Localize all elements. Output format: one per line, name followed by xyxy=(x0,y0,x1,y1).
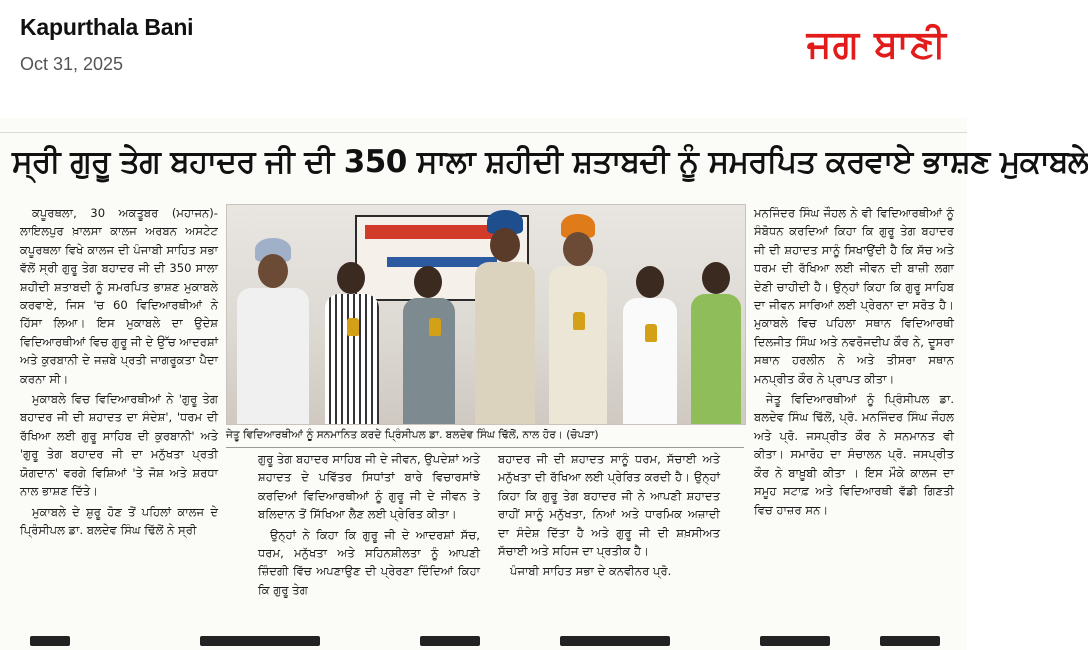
cropped-previous-article xyxy=(0,118,967,133)
newspaper-logo: ਜਗ ਬਾਣੀ xyxy=(806,22,947,66)
person-figure xyxy=(233,224,313,424)
photo-caption: ਜੇਤੂ ਵਿਦਿਆਰਥੀਆਂ ਨੂੰ ਸਨਮਾਨਿਤ ਕਰਦੇ ਪ੍ਰਿੰਸੀਪਲ ਡਾ. ਬਲਦੇਵ ਸਿੰਘ ਢਿੱਲੋਂ, ਨਾਲ ਹੋਰ। (ਚੋਪੜਾ) xyxy=(226,429,599,441)
article-column-1 xyxy=(20,204,218,539)
post-date: Oct 31, 2025 xyxy=(20,54,124,74)
article-column-3 xyxy=(498,450,720,581)
paragraph: ਜੇਤੂ ਵਿਦਿਆਰਥੀਆਂ ਨੂੰ ਪ੍ਰਿੰਸੀਪਲ ਡਾ. ਬਲਦੇਵ ਸਿੰਘ ਢਿੱਲੋਂ, ਪ੍ਰੋ. ਮਨਜਿੰਦਰ ਸਿੰਘ ਜੌਹਲ ਅਤੇ ਪ੍ਰੋ. ਜਸਪ੍ਰੀਤ ਕੌਰ ਨੇ ਸਨਮਾਨਤ ਵੀ ਕੀਤਾ। ਸਮਾਰੋਹ ਦਾ ਸੰਚਾਲਨ ਪ੍ਰੋ. ਜਸਪ੍ਰੀਤ ਕੌਰ ਨੇ ਬਾਖ਼ੂਬੀ ਕੀਤਾ । ਇਸ ਮੌਕੇ ਕਾਲਜ ਦਾ ਸਮੂਹ ਸਟਾਫ਼ ਅਤੇ ਵਿਦਿਆਰਥੀ ਵੱਡੀ ਗਿਣਤੀ ਵਿਚ ਹਾਜ਼ਰ ਸਨ। xyxy=(754,392,954,517)
newspaper-clipping xyxy=(0,118,1088,650)
article-column-2 xyxy=(258,450,480,599)
paragraph: ਮਨਜਿੰਦਰ ਸਿੰਘ ਜੌਹਲ ਨੇ ਵੀ ਵਿਦਿਆਰਥੀਆਂ ਨੂੰ ਸੰਬੋਧਨ ਕਰਦਿਆਂ ਕਿਹਾ ਕਿ ਗੁਰੂ ਤੇਗ ਬਹਾਦਰ ਜੀ ਦੀ ਸ਼ਹਾਦਤ ਸਾਨੂੰ ਸਿਖਾਉਂਦੀ ਹੈ ਕਿ ਸੱਚ ਅਤੇ ਧਰਮ ਦੀ ਰੱਖਿਆ ਲਈ ਜੀਵਨ ਦੀ ਬਾਜ਼ੀ ਲਗਾ ਦੇਣੀ ਚਾਹੀਦੀ ਹੈ। ਉਨ੍ਹਾਂ ਕਿਹਾ ਕਿ ਗੁਰੂ ਸਾਹਿਬ ਦਾ ਜੀਵਨ ਸਾਰਿਆਂ ਲਈ ਪ੍ਰੇਰਨਾ ਦਾ ਸਰੋਤ ਹੈ। ਮੁਕਾਬਲੇ ਵਿਚ ਪਹਿਲਾ ਸਥਾਨ ਵਿਦਿਆਰਥੀ ਦਿਲਜੀਤ ਸਿੰਘ ਅਤੇ ਨਵਰੋਜਦੀਪ ਕੌਰ ਨੇ, ਦੂਸਰਾ ਸਥਾਨ ਹਰਲੀਨ ਨੇ ਅਤੇ ਤੀਸਰਾ ਸਥਾਨ ਮਨਪ੍ਰੀਤ ਕੌਰ ਨੇ ਪ੍ਰਾਪਤ ਕੀਤਾ। xyxy=(754,206,954,386)
person-figure xyxy=(545,214,611,424)
paragraph: ਗੁਰੂ ਤੇਗ ਬਹਾਦਰ ਸਾਹਿਬ ਜੀ ਦੇ ਜੀਵਨ, ਉਪਦੇਸ਼ਾਂ ਅਤੇ ਸ਼ਹਾਦਤ ਦੇ ਪਵਿੱਤਰ ਸਿਧਾਂਤਾਂ ਬਾਰੇ ਵਿਚਾਰਸਾਂਝੇ ਕਰਦਿਆਂ ਵਿਦਿਆਰਥੀਆਂ ਨੂੰ ਗੁਰੂ ਜੀ ਦੇ ਜੀਵਨ ਤੇ ਬਲਿਦਾਨ ਤੋਂ ਸਿੱਖਿਆ ਲੈਣ ਲਈ ਪ੍ਰੇਰਿਤ ਕੀਤਾ। xyxy=(258,452,480,522)
person-figure xyxy=(619,248,681,424)
person-figure xyxy=(397,248,459,424)
paragraph: ਕਪੂਰਥਲਾ, 30 ਅਕਤੂਬਰ (ਮਹਾਜਨ)-ਲਾਇਲਪੁਰ ਖ਼ਾਲਸਾ ਕਾਲਜ ਅਰਬਨ ਅਸਟੇਟ ਕਪੂਰਥਲਾ ਵਿਖੇ ਕਾਲਜ ਦੀ ਪੰਜਾਬੀ ਸਾਹਿਤ ਸਭਾ ਵੱਲੋਂ ਸ੍ਰੀ ਗੁਰੂ ਤੇਗ ਬਹਾਦਰ ਜੀ ਦੀ 350 ਸਾਲਾ ਸ਼ਹੀਦੀ ਸ਼ਤਾਬਦੀ ਨੂੰ ਸਮਰਪਿਤ ਭਾਸ਼ਣ ਮੁਕਾਬਲੇ ਕਰਵਾਏ, ਜਿਸ 'ਚ 60 ਵਿਦਿਆਰਥੀਆਂ ਨੇ ਹਿੱਸਾ ਲਿਆ। ਇਸ ਮੁਕਾਬਲੇ ਦਾ ਉਦੇਸ਼ ਵਿਦਿਆਰਥੀਆਂ ਵਿਚ ਗੁਰੂ ਜੀ ਦੇ ਉੱਚ ਆਦਰਸ਼ਾਂ ਅਤੇ ਕੁਰਬਾਨੀ ਦੇ ਜਜ਼ਬੇ ਪ੍ਰਤੀ ਜਾਗਰੂਕਤਾ ਪੈਦਾ ਕਰਨਾ ਸੀ। xyxy=(20,206,218,386)
article-headline: ਸ੍ਰੀ ਗੁਰੂ ਤੇਗ ਬਹਾਦਰ ਜੀ ਦੀ 350 ਸਾਲਾ ਸ਼ਹੀਦੀ ਸ਼ਤਾਬਦੀ ਨੂੰ ਸਮਰਪਿਤ ਕਰਵਾਏ ਭਾਸ਼ਣ ਮੁਕਾਬਲੇ xyxy=(12,144,1088,180)
article-photo xyxy=(226,204,746,425)
post-header xyxy=(0,0,967,118)
paragraph: ਪੰਜਾਬੀ ਸਾਹਿਤ ਸਭਾ ਦੇ ਕਨਵੀਨਰ ਪ੍ਰੋ. xyxy=(510,564,672,579)
source-name[interactable]: Kapurthala Bani xyxy=(20,14,194,40)
paragraph: ਉਨ੍ਹਾਂ ਨੇ ਕਿਹਾ ਕਿ ਗੁਰੂ ਜੀ ਦੇ ਆਦਰਸ਼ਾਂ ਸੱਚ, ਧਰਮ, ਮਨੁੱਖਤਾ ਅਤੇ ਸਹਿਨਸ਼ੀਲਤਾ ਨੂੰ ਆਪਣੀ ਜ਼ਿੰਦਗੀ ਵਿੱਚ ਅਪਣਾਉਣ ਦੀ ਪ੍ਰੇਰਣਾ ਦਿੰਦਿਆਂ ਕਿਹਾ ਕਿ ਗੁਰੂ ਤੇਗ xyxy=(258,527,480,597)
article-column-4 xyxy=(754,204,954,519)
person-figure xyxy=(689,244,743,424)
paragraph: ਬਹਾਦਰ ਜੀ ਦੀ ਸ਼ਹਾਦਤ ਸਾਨੂੰ ਧਰਮ, ਸੱਚਾਈ ਅਤੇ ਮਨੁੱਖਤਾ ਦੀ ਰੱਖਿਆ ਲਈ ਪ੍ਰੇਰਿਤ ਕਰਦੀ ਹੈ। ਉਨ੍ਹਾਂ ਕਿਹਾ ਕਿ ਗੁਰੂ ਤੇਗ ਬਹਾਦਰ ਜੀ ਨੇ ਆਪਣੀ ਸ਼ਹਾਦਤ ਰਾਹੀਂ ਸਾਨੂੰ ਮਨੁੱਖਤਾ, ਨਿਆਂ ਅਤੇ ਧਾਰਮਿਕ ਅਜ਼ਾਦੀ ਦਾ ਸੰਦੇਸ਼ ਦਿੱਤਾ ਹੈ ਅਤੇ ਗੁਰੂ ਜੀ ਦੀ ਸ਼ਖ਼ਸੀਅਤ ਸੱਚਾਈ ਅਤੇ ਸਹਿਜ ਦਾ ਪ੍ਰਤੀਕ ਹੈ। xyxy=(498,452,720,559)
person-figure xyxy=(471,210,539,424)
caption-divider xyxy=(226,447,744,448)
person-figure xyxy=(321,244,383,424)
paragraph: ਮੁਕਾਬਲੇ ਵਿਚ ਵਿਦਿਆਰਥੀਆਂ ਨੇ 'ਗੁਰੂ ਤੇਗ ਬਹਾਦਰ ਜੀ ਦੀ ਸ਼ਹਾਦਤ ਦਾ ਸੰਦੇਸ਼', 'ਧਰਮ ਦੀ ਰੱਖਿਆ ਲਈ ਗੁਰੂ ਸਾਹਿਬ ਦੀ ਕੁਰਬਾਨੀ' ਅਤੇ 'ਗੁਰੂ ਤੇਗ ਬਹਾਦਰ ਜੀ ਦਾ ਮਨੁੱਖਤਾ ਪ੍ਰਤੀ ਯੋਗਦਾਨ' ਵਰਗੇ ਵਿਸ਼ਿਆਂ 'ਤੇ ਜੋਸ਼ ਅਤੇ ਸ਼ਰਧਾ ਨਾਲ ਭਾਸ਼ਣ ਦਿੱਤੇ। xyxy=(20,392,218,499)
paragraph: ਮੁਕਾਬਲੇ ਦੇ ਸ਼ੁਰੂ ਹੋਣ ਤੋਂ ਪਹਿਲਾਂ ਕਾਲਜ ਦੇ ਪ੍ਰਿੰਸੀਪਲ ਡਾ. ਬਲਦੇਵ ਸਿੰਘ ਢਿੱਲੋਂ ਨੇ ਸ੍ਰੀ xyxy=(20,504,218,537)
cropped-next-article xyxy=(0,632,967,650)
